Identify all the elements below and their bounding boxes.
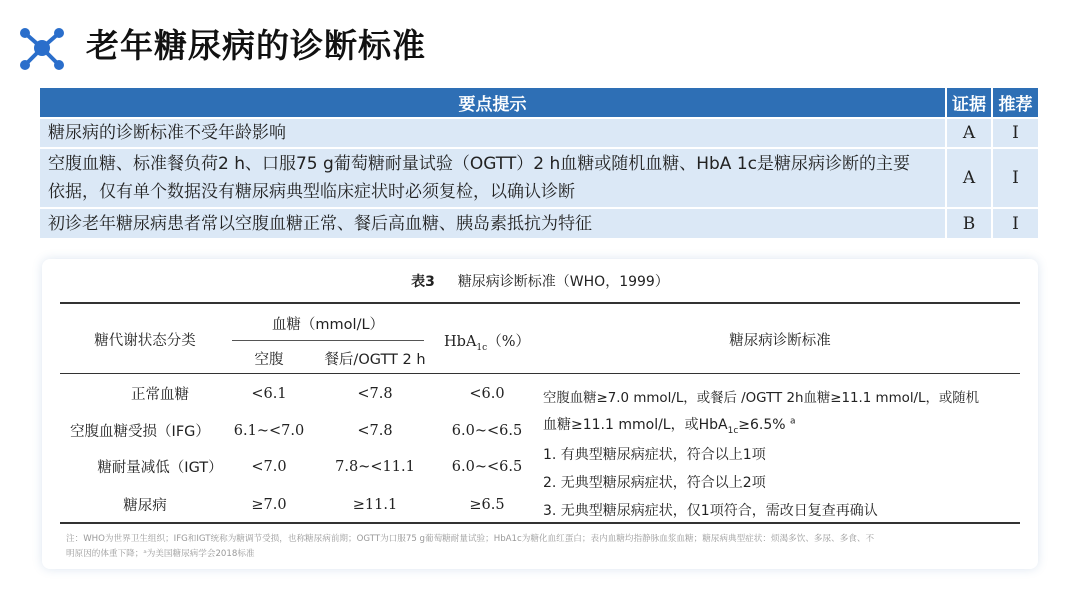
row-category: 空腹血糖受损（IFG） bbox=[70, 424, 210, 440]
header-rule bbox=[60, 373, 1020, 374]
criteria-text: ≥6.5% bbox=[738, 417, 786, 433]
row-evidence: A bbox=[946, 118, 992, 148]
row-evidence: A bbox=[946, 148, 992, 208]
criteria-subscript: 1c bbox=[727, 425, 739, 436]
criteria-superscript: a bbox=[790, 416, 796, 427]
table-header-row bbox=[40, 88, 1038, 118]
criteria-text: 血糖≥11.1 mmol/L，或HbA bbox=[543, 417, 728, 433]
row-category: 正常血糖 bbox=[131, 387, 189, 403]
criteria-item: 1. 有典型糖尿病症状，符合以上1项 bbox=[543, 447, 766, 463]
row-category: 糖尿病 bbox=[123, 498, 167, 514]
row-postprandial: 7.8~<11.1 bbox=[335, 459, 415, 475]
row-recommend: I bbox=[992, 148, 1038, 208]
row-text-line: 空腹血糖、标准餐负荷2 h、口服75 g葡萄糖耐量试验（OGTT）2 h血糖或随机血糖、HbA 1c是糖尿病诊断的主要 bbox=[48, 154, 911, 174]
header-evidence: 证据 bbox=[946, 88, 992, 118]
page-title: 老年糖尿病的诊断标准 bbox=[86, 26, 426, 65]
row-text-line: 依据，仅有单个数据没有糖尿病典型临床症状时必须复检，以确认诊断 bbox=[48, 182, 575, 202]
criteria-item: 3. 无典型糖尿病症状，仅1项符合，需改日复查再确认 bbox=[543, 503, 878, 519]
table-row bbox=[40, 148, 1038, 208]
caption-text: 糖尿病诊断标准（WHO，1999） bbox=[457, 274, 669, 290]
row-text: 初诊老年糖尿病患者常以空腹血糖正常、餐后高血糖、胰岛素抵抗为特征 bbox=[40, 208, 946, 238]
row-postprandial: ≥11.1 bbox=[352, 497, 398, 513]
criteria-line bbox=[543, 414, 796, 436]
row-recommend: I bbox=[992, 208, 1038, 238]
row-fasting: 6.1~<7.0 bbox=[233, 423, 305, 439]
row-hba1c: <6.0 bbox=[469, 386, 505, 402]
row-hba1c: 6.0~<6.5 bbox=[451, 423, 523, 439]
header-fasting: 空腹 bbox=[254, 352, 284, 368]
header-category: 糖代谢状态分类 bbox=[94, 333, 196, 349]
hba1c-unit: （%） bbox=[487, 334, 530, 350]
table-footnote bbox=[66, 532, 1016, 562]
footnote-line: 注：WHO为世界卫生组织；IFG和IGT统称为糖调节受损，也称糖尿病前期；OGTT为口服75 g葡萄糖耐量试验；HbA1c为糖化血红蛋白；表内血糖均指静脉血浆血糖；糖尿病典型症状：烦渴多饮、多尿、多食、不 bbox=[66, 534, 875, 544]
header-key-points: 要点提示 bbox=[40, 88, 946, 118]
criteria-line: 空腹血糖≥7.0 mmol/L，或餐后 /OGTT 2h血糖≥11.1 mmol/L，或随机 bbox=[543, 391, 980, 406]
table-row bbox=[40, 118, 1038, 148]
table-row bbox=[40, 208, 1038, 238]
recommendation-table bbox=[40, 88, 1038, 238]
bottom-rule bbox=[60, 522, 1020, 524]
header-blood-glucose: 血糖（mmol/L） bbox=[271, 317, 385, 333]
row-fasting: <7.0 bbox=[251, 459, 287, 475]
row-text: 糖尿病的诊断标准不受年龄影响 bbox=[40, 118, 946, 148]
molecule-icon bbox=[18, 24, 66, 72]
row-text bbox=[40, 148, 946, 208]
top-rule bbox=[60, 302, 1020, 304]
criteria-item: 2. 无典型糖尿病症状，符合以上2项 bbox=[543, 475, 766, 491]
header-criteria: 糖尿病诊断标准 bbox=[729, 333, 831, 349]
row-evidence: B bbox=[946, 208, 992, 238]
table-caption bbox=[0, 271, 1080, 291]
header-hba1c bbox=[432, 330, 542, 353]
hba1c-label: HbA bbox=[444, 334, 477, 350]
header-recommendation: 推荐 bbox=[992, 88, 1038, 118]
footnote-line: 明原因的体重下降；ᵃ为美国糖尿病学会2018标准 bbox=[66, 549, 255, 559]
sub-rule bbox=[232, 340, 424, 341]
row-recommend: I bbox=[992, 118, 1038, 148]
row-fasting: <6.1 bbox=[251, 386, 287, 402]
row-fasting: ≥7.0 bbox=[251, 497, 287, 513]
row-category: 糖耐量减低（IGT） bbox=[97, 460, 223, 476]
header-postprandial: 餐后/OGTT 2 h bbox=[324, 352, 426, 368]
row-hba1c: 6.0~<6.5 bbox=[451, 459, 523, 475]
row-postprandial: <7.8 bbox=[357, 423, 393, 439]
row-hba1c: ≥6.5 bbox=[469, 497, 505, 513]
row-postprandial: <7.8 bbox=[357, 386, 393, 402]
caption-number: 表3 bbox=[411, 274, 435, 290]
hba1c-subscript: 1c bbox=[476, 342, 488, 353]
